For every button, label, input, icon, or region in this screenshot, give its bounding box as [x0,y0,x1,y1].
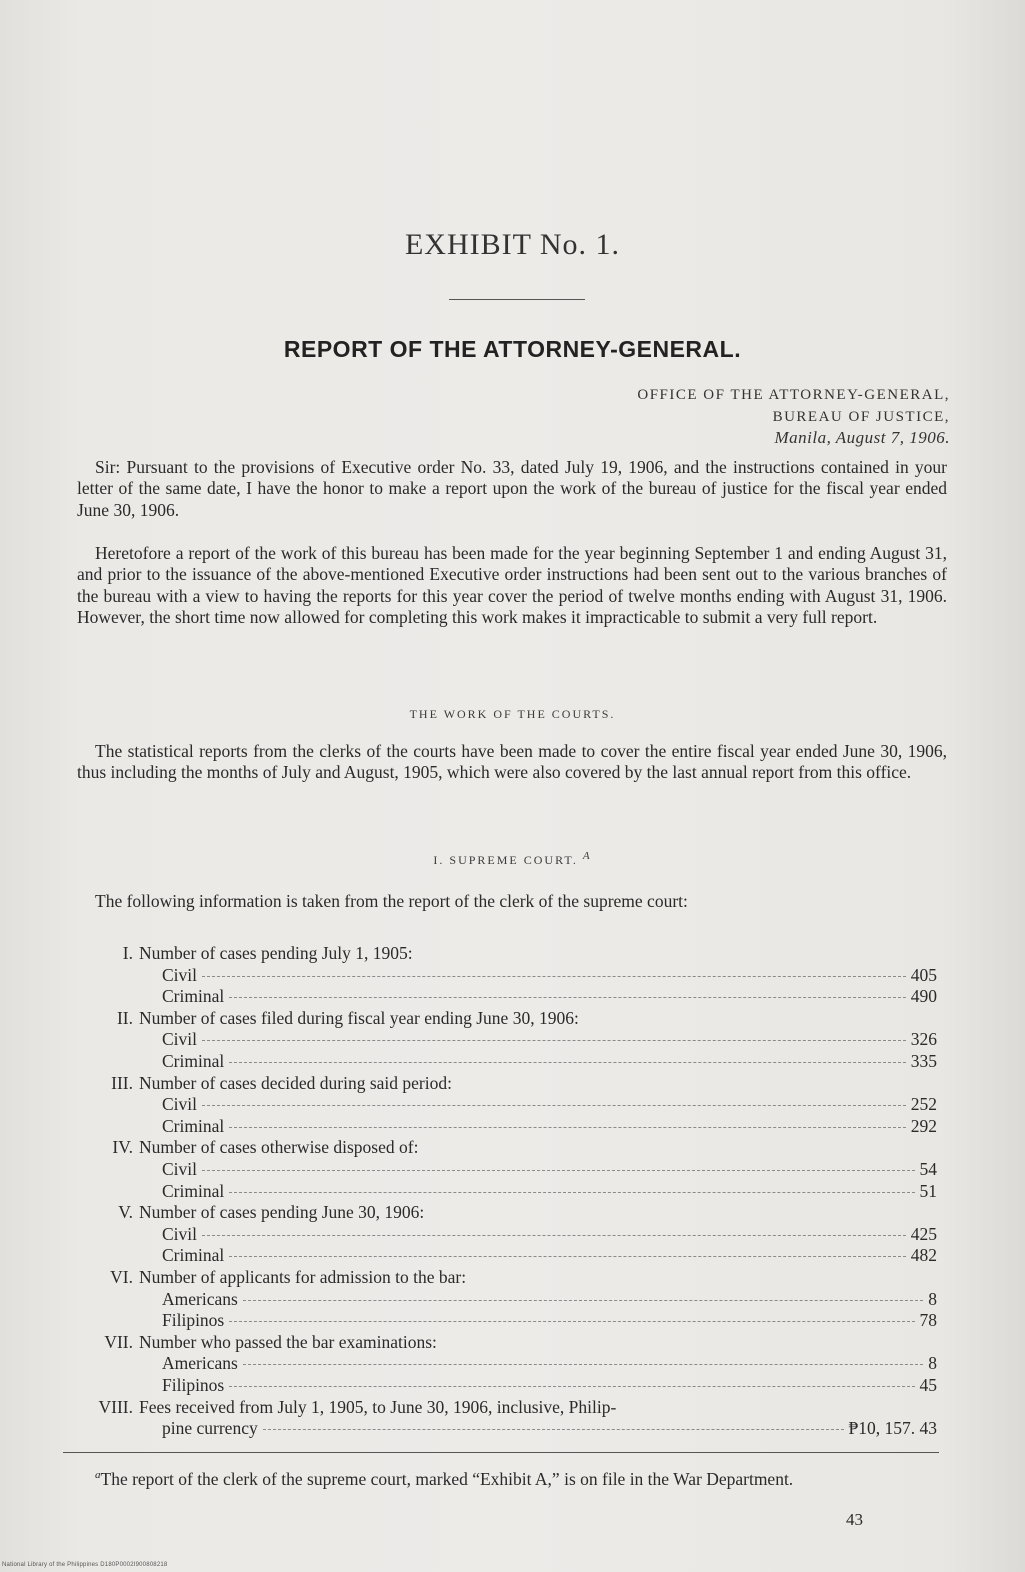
leader-dots [229,1127,906,1128]
paragraph-salutation: Sir: Pursuant to the provisions of Executive order No. 33, dated July 19, 1906, and the instructions contained in your letter of the same date, I have the honor to make a report upon the work of the bureau of justice for the fiscal year ended June 30, 1906. [77,457,947,520]
stat-item-heading [60,1008,940,1029]
stat-row-label: Filipinos [162,1310,225,1331]
stat-row-value: 54 [919,1159,937,1179]
address-bureau: BUREAU OF JUSTICE, [772,409,950,425]
stat-item-number: VI. [110,1267,133,1287]
leader-dots [263,1429,844,1430]
stat-row-label: Civil [162,1223,198,1244]
stat-row-label: Criminal [162,986,225,1007]
leader-dots [243,1300,923,1301]
stat-row-label: Civil [162,1159,198,1179]
stat-row-value: 8 [928,1353,937,1374]
stat-row-label: Civil [162,1029,198,1050]
stat-row-value: 45 [919,1375,937,1395]
library-stamp: National Library of the Philippines D180P0002I900808218 [2,1562,168,1568]
address-date: Manila, August 7, 1906. [774,428,950,447]
stat-row [162,1094,937,1115]
stat-row-value: 482 [910,1245,937,1266]
footnote-text: The report of the clerk of the supreme court, marked “Exhibit A,” is on file in the War Department. [100,1468,794,1489]
stat-row-label: Criminal [162,1245,225,1266]
stat-row-label: Criminal [162,1051,225,1071]
footnote-marker: A [582,850,592,862]
stat-item-text: Number of applicants for admission to the bar: [139,1267,467,1287]
stat-row [162,1029,937,1050]
stat-row [162,1224,937,1245]
stat-item-heading [60,1397,940,1418]
stat-row-value: 326 [910,1029,937,1050]
leader-dots [229,1062,906,1063]
stat-item-number: II. [116,1007,133,1028]
section-heading-text: I. SUPREME COURT. [433,853,578,867]
stat-row [162,1353,937,1374]
stat-row [162,1310,937,1331]
stat-row-label: Americans [162,1288,238,1309]
paragraph-heretofore: Heretofore a report of the work of this bureau has been made for the year beginning September 1 and ending August 31, and prior to the issuance of the above-mentioned Executive order instructions had been sent out to the various branches of the bureau with a view to having the reports for this year cover the period of twelve months ending with August 31, 1906. However, the short time now allowed for completing this work makes it impracticable to submit a very full report. [77,543,947,627]
stat-row [162,1375,937,1396]
stat-row-value: 490 [910,986,937,1007]
stat-row-value: 78 [919,1310,937,1331]
footnote-mark: a [95,1469,101,1481]
title-divider [449,299,585,300]
stat-row-value: 425 [910,1223,937,1244]
stat-row [162,986,937,1007]
footnote-divider [63,1452,939,1453]
page-number: 43 [846,1510,863,1529]
stat-row-label: pine currency [162,1418,258,1439]
stat-row [162,1181,937,1202]
stat-row [162,1116,937,1137]
section-heading-supreme-court [0,850,1025,868]
stat-item-number: III. [111,1072,133,1093]
stat-row-label: Civil [162,964,198,985]
footnote [77,1465,939,1489]
stat-row [162,965,937,986]
section-heading-work-of-courts: THE WORK OF THE COURTS. [409,707,616,721]
stat-row [162,1051,937,1072]
stat-item-number: VII. [104,1331,133,1352]
leader-dots [229,1256,906,1257]
address-office: OFFICE OF THE ATTORNEY-GENERAL, [637,387,950,403]
stat-row [162,1289,937,1310]
leader-dots [202,1170,914,1171]
stat-row-value: 292 [910,1115,937,1136]
leader-dots [229,1386,914,1387]
stat-row [162,1159,937,1180]
stat-row-label: Criminal [162,1180,225,1201]
stat-item-text: Number of cases pending July 1, 1905: [139,943,413,963]
leader-dots [243,1364,923,1365]
stat-item-number: VIII. [98,1396,133,1417]
stat-item-heading [60,1202,940,1223]
exhibit-heading: EXHIBIT No. 1. [404,228,621,261]
stat-item-text: Fees received from July 1, 1905, to June 30, 1906, inclusive, Philip- [139,1396,617,1417]
stat-item-text: Number of cases filed during fiscal year ending June 30, 1906: [139,1007,579,1028]
stat-row-value: 8 [928,1288,937,1309]
stat-item-text: Number of cases pending June 30, 1906: [139,1202,425,1223]
stat-item-heading [60,1073,940,1094]
stat-row-value: 51 [919,1180,937,1201]
stat-row-value: ₱10, 157. 43 [848,1418,937,1439]
stat-item-heading [60,1267,940,1288]
stat-row [162,1418,937,1439]
stat-item-text: Number who passed the bar examinations: [139,1331,437,1352]
stat-item-text: Number of cases otherwise disposed of: [139,1137,419,1158]
stat-item-heading [60,1332,940,1353]
stat-item-number: V. [118,1202,133,1223]
stat-item-text: Number of cases decided during said period: [139,1072,452,1093]
leader-dots [202,1235,906,1236]
stat-row-label: Civil [162,1094,198,1115]
leader-dots [202,1040,906,1041]
leader-dots [202,976,906,977]
leader-dots [229,1321,914,1322]
stat-item-number: IV. [112,1137,133,1158]
stat-item-heading [60,1137,940,1158]
stat-row-value: 335 [910,1051,937,1071]
leader-dots [229,1192,914,1193]
stat-row-value: 252 [910,1094,937,1115]
stat-row-label: Criminal [162,1115,225,1136]
report-title: REPORT OF THE ATTORNEY-GENERAL. [283,336,742,362]
stat-item-number: I. [122,943,133,963]
stat-item-heading [60,943,940,964]
leader-dots [202,1105,906,1106]
stat-row-label: Filipinos [162,1375,225,1395]
stat-row-label: Americans [162,1353,238,1374]
paragraph-statistical-reports: The statistical reports from the clerks of the courts have been made to cover the entire fiscal year ended June 30, 1906, thus including the months of July and August, 1905, which were also covered by the last annual report from this office. [77,741,947,783]
stat-row [162,1245,937,1266]
stat-row-value: 405 [910,964,937,985]
paragraph-following-information: The following information is taken from the report of the clerk of the supreme court: [95,891,688,911]
leader-dots [229,997,906,998]
